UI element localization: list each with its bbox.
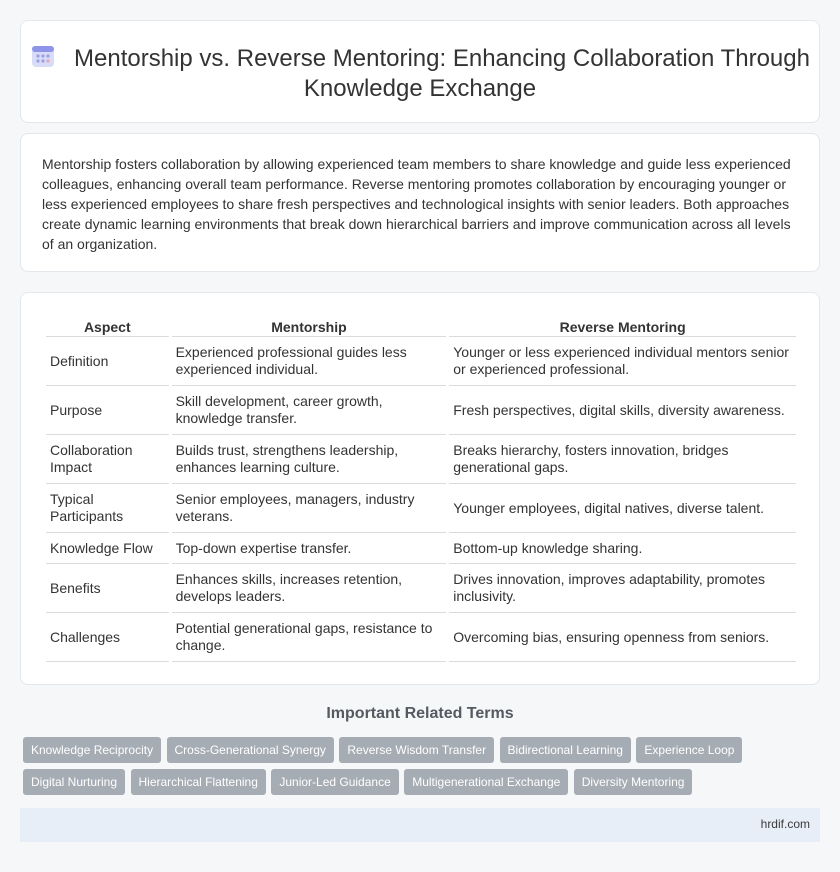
row-reverse-mentoring: Bottom-up knowledge sharing. — [449, 533, 796, 564]
table-row — [46, 386, 796, 435]
row-aspect: Benefits — [46, 564, 169, 613]
term-tag[interactable]: Bidirectional Learning — [500, 737, 631, 763]
comparison-table — [43, 315, 799, 662]
row-reverse-mentoring: Drives innovation, improves adaptability, promotes inclusivity. — [449, 564, 796, 613]
row-reverse-mentoring: Younger employees, digital natives, diverse talent. — [449, 484, 796, 533]
row-aspect: Challenges — [46, 613, 169, 662]
row-reverse-mentoring: Overcoming bias, ensuring openness from seniors. — [449, 613, 796, 662]
term-tag[interactable]: Reverse Wisdom Transfer — [339, 737, 494, 763]
row-reverse-mentoring: Younger or less experienced individual mentors senior or experienced professional. — [449, 337, 796, 386]
row-mentorship: Top-down expertise transfer. — [172, 533, 447, 564]
row-mentorship: Potential generational gaps, resistance to change. — [172, 613, 447, 662]
table-row — [46, 533, 796, 564]
page-title-text: Mentorship vs. Reverse Mentoring: Enhancing Collaboration Through Knowledge Exchange — [74, 45, 810, 102]
table-row — [46, 337, 796, 386]
term-tag[interactable]: Digital Nurturing — [23, 769, 125, 795]
row-mentorship: Experienced professional guides less experienced individual. — [172, 337, 447, 386]
title-card — [20, 20, 820, 123]
header-mentorship: Mentorship — [172, 315, 447, 337]
row-mentorship: Senior employees, managers, industry veterans. — [172, 484, 447, 533]
related-terms-list — [23, 737, 813, 801]
term-tag[interactable]: Diversity Mentoring — [574, 769, 693, 795]
row-aspect: Knowledge Flow — [46, 533, 169, 564]
row-aspect: Collaboration Impact — [46, 435, 169, 484]
term-tag[interactable]: Junior-Led Guidance — [271, 769, 398, 795]
row-mentorship: Builds trust, strengthens leadership, enhances learning culture. — [172, 435, 447, 484]
term-tag[interactable]: Multigenerational Exchange — [404, 769, 568, 795]
footer-site-link[interactable]: hrdif.com — [760, 817, 810, 831]
term-tag[interactable]: Knowledge Reciprocity — [23, 737, 161, 763]
row-reverse-mentoring: Fresh perspectives, digital skills, diversity awareness. — [449, 386, 796, 435]
row-mentorship: Enhances skills, increases retention, develops leaders. — [172, 564, 447, 613]
row-mentorship: Skill development, career growth, knowledge transfer. — [172, 386, 447, 435]
table-row — [46, 564, 796, 613]
term-tag[interactable]: Experience Loop — [636, 737, 742, 763]
comparison-card — [20, 292, 820, 685]
table-row — [46, 435, 796, 484]
intro-card — [20, 133, 820, 272]
term-tag[interactable]: Cross-Generational Synergy — [167, 737, 334, 763]
row-reverse-mentoring: Breaks hierarchy, fosters innovation, bridges generational gaps. — [449, 435, 796, 484]
header-reverse-mentoring: Reverse Mentoring — [449, 315, 796, 337]
page-title — [21, 43, 819, 104]
table-row — [46, 613, 796, 662]
title-block — [21, 43, 819, 104]
intro-paragraph: Mentorship fosters collaboration by allowing experienced team members to share knowledge and guide less experienced colleagues, enhancing overall team performance. Reverse mentoring promotes collaboration by encouraging younger or less experienced employees to share fresh perspectives and technological insights with senior leaders. Both approaches create dynamic learning environments that break down hierarchical barriers and improve communication across all levels of an organization. — [42, 156, 791, 252]
header-aspect: Aspect — [46, 315, 169, 337]
related-terms-heading: Important Related Terms — [326, 705, 514, 722]
footer — [20, 808, 820, 842]
table-header-row — [46, 315, 796, 337]
term-tag[interactable]: Hierarchical Flattening — [131, 769, 266, 795]
calendar-icon — [30, 43, 56, 69]
row-aspect: Definition — [46, 337, 169, 386]
row-aspect: Typical Participants — [46, 484, 169, 533]
table-row — [46, 484, 796, 533]
row-aspect: Purpose — [46, 386, 169, 435]
